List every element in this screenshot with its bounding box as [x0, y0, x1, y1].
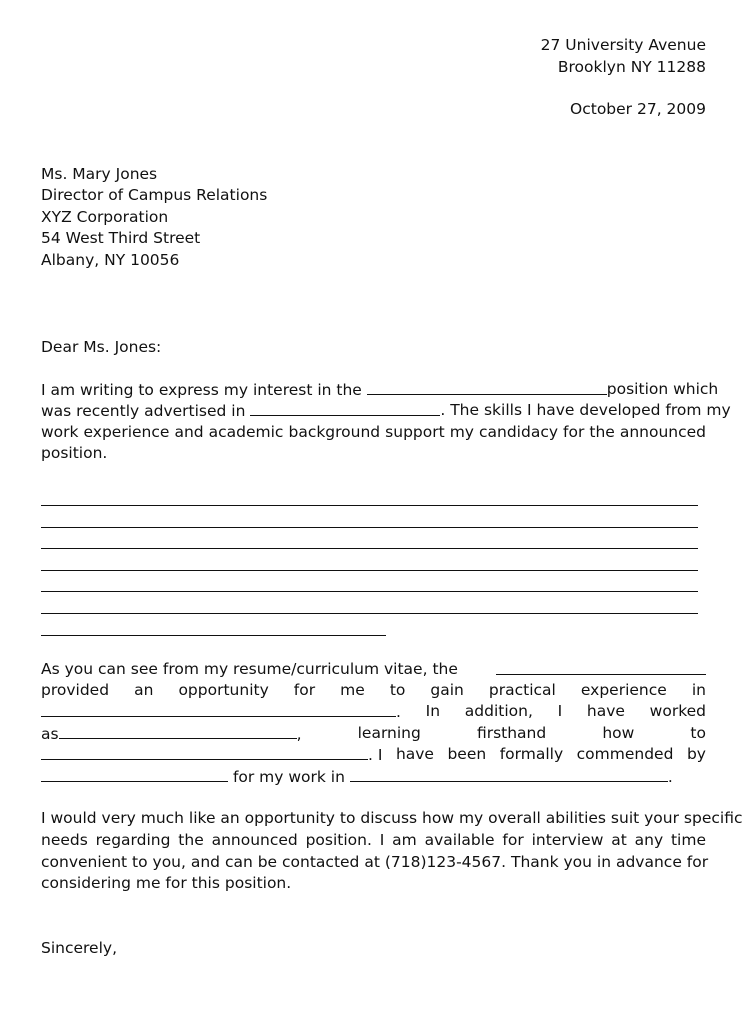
word: in [691, 681, 706, 699]
advertised-in-blank[interactable] [250, 400, 440, 416]
recipient-street: 54 West Third Street [41, 229, 201, 247]
word: . [667, 768, 673, 786]
word: . I [368, 746, 383, 764]
para3-line6 [41, 766, 673, 788]
para3-line3 [41, 701, 706, 723]
word: have [395, 745, 434, 763]
body-blank-line[interactable] [41, 505, 698, 506]
word: firsthand [476, 724, 547, 742]
para1-text-a: I am writing to express my interest in the [41, 381, 367, 399]
word: to [690, 724, 706, 742]
para1-line3: work experience and academic background support my candidacy for the announced [41, 423, 706, 441]
para3-text-a: As you can see from my resume/curriculum vitae, the [41, 660, 458, 678]
body-blank-line[interactable] [41, 548, 698, 549]
letter-date: October 27, 2009 [570, 100, 706, 118]
recipient-title: Director of Campus Relations [41, 186, 268, 204]
para1-text-d: . The skills I have developed from my [440, 401, 731, 419]
word: worked [649, 702, 706, 720]
word: as [41, 725, 59, 743]
work-in-blank[interactable] [350, 766, 668, 782]
word: for [293, 681, 316, 699]
recipient-name: Ms. Mary Jones [41, 165, 158, 183]
commended-by-blank[interactable] [41, 766, 228, 782]
para4-line2: needs regarding the announced position. I am available for interview at any time [41, 831, 706, 849]
para1-line2 [41, 400, 731, 422]
word: how [602, 724, 635, 742]
body-blank-line[interactable] [41, 613, 698, 614]
word: practical [488, 681, 556, 699]
learning-blank[interactable] [41, 744, 368, 760]
word: learning [357, 724, 421, 742]
para4-line3: convenient to you, and can be contacted at (718)123-4567. Thank you in advance for [41, 853, 709, 871]
word: addition, [464, 702, 533, 720]
closing: Sincerely, [41, 939, 118, 957]
salutation: Dear Ms. Jones: [41, 338, 162, 356]
recipient-company: XYZ Corporation [41, 208, 169, 226]
para1-line1 [41, 379, 719, 401]
sender-street: 27 University Avenue [540, 36, 706, 54]
recipient-city: Albany, NY 10056 [41, 251, 180, 269]
body-blank-line[interactable] [41, 527, 698, 528]
body-blank-line-short[interactable] [41, 635, 386, 636]
word: me [340, 681, 365, 699]
para3-line2 [41, 680, 706, 701]
para3-line1 [41, 659, 706, 680]
para1-text-c: was recently advertised in [41, 402, 251, 420]
word: experience [580, 681, 667, 699]
experience-blank[interactable] [41, 701, 396, 717]
word: In [425, 702, 441, 720]
word: . [396, 703, 401, 721]
word: by [686, 745, 706, 763]
sender-city: Brooklyn NY 11288 [557, 58, 706, 76]
para1-text-b: position which [606, 380, 719, 398]
para1-line4: position. [41, 444, 108, 462]
worked-as-blank[interactable] [59, 723, 297, 739]
para3-line5 [41, 744, 706, 766]
para4-line4: considering me for this position. [41, 874, 292, 892]
word: commended [576, 745, 674, 763]
word: , [296, 725, 302, 743]
word: have [586, 702, 625, 720]
word: an [134, 681, 154, 699]
body-blank-line[interactable] [41, 570, 698, 571]
body-blank-line[interactable] [41, 591, 698, 592]
word: I [557, 702, 563, 720]
word: for my work in [232, 768, 345, 786]
word: been [447, 745, 487, 763]
word: opportunity [178, 681, 269, 699]
resume-item-blank[interactable] [496, 659, 706, 675]
word: gain [430, 681, 464, 699]
word: to [389, 681, 406, 699]
para3-line4 [41, 723, 706, 745]
position-blank[interactable] [367, 379, 607, 395]
para4-line1: I would very much like an opportunity to discuss how my overall abilities suit your specific [41, 809, 743, 827]
word: provided [41, 681, 110, 699]
word: formally [499, 745, 564, 763]
